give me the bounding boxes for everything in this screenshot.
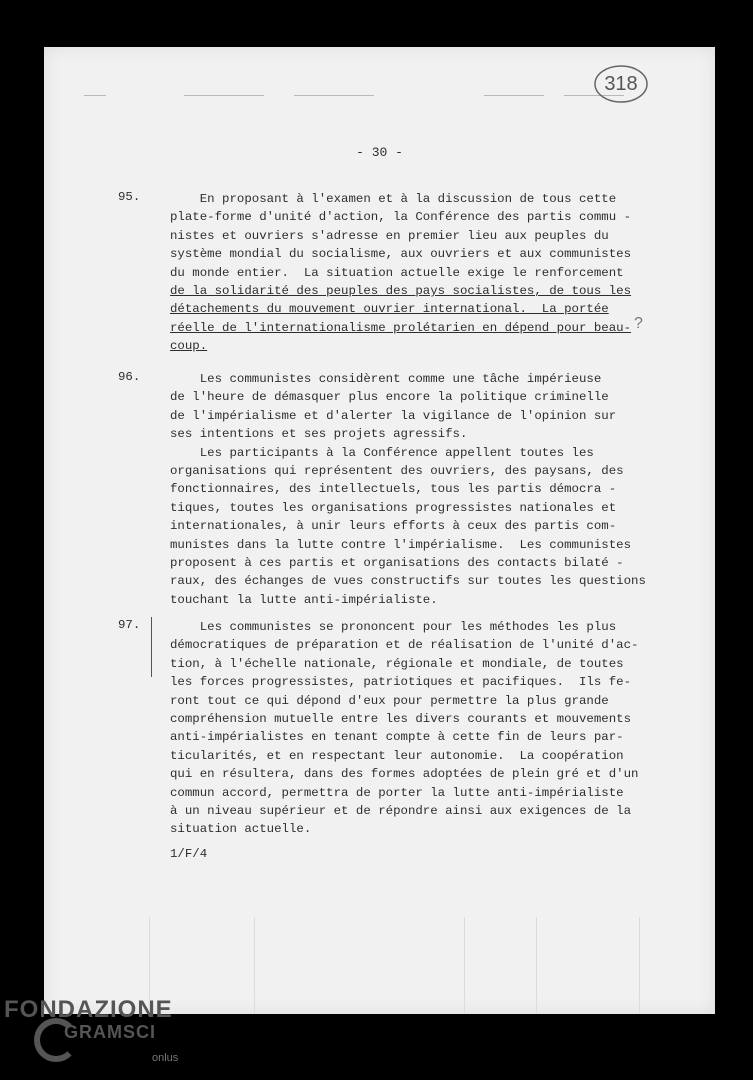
section-95-text bbox=[170, 190, 631, 356]
paragraph-line: Les participants à la Conférence appellent toutes les bbox=[170, 445, 594, 460]
document-reference: 1/F/4 bbox=[170, 847, 208, 861]
paragraph-line: En proposant à l'examen et à la discussion de tous cette bbox=[170, 192, 617, 206]
paragraph-line: système mondial du socialisme, aux ouvriers et aux communistes bbox=[170, 247, 632, 262]
paragraph-line-underlined: détachements du mouvement ouvrier international. La portée bbox=[170, 302, 609, 317]
paragraph-line: ticularités, et en respectant leur autonomie. La coopération bbox=[170, 748, 624, 763]
watermark-line1: FONDAZIONE bbox=[4, 996, 173, 1023]
paragraph-line: proposent à ces partis et organisations des contacts bilaté - bbox=[170, 556, 624, 571]
paper-fold-line bbox=[464, 917, 465, 1014]
section-97-text bbox=[170, 618, 638, 839]
paragraph-line: tiques, toutes les organisations progressistes nationales et bbox=[170, 500, 617, 515]
paragraph-line: Les communistes se prononcent pour les méthodes les plus bbox=[170, 620, 617, 634]
watermark-line3: onlus bbox=[152, 1052, 179, 1064]
paragraph-line: nistes et ouvriers s'adresse en premier lieu aux peuples du bbox=[170, 228, 609, 243]
paragraph-line: compréhension mutuelle entre les divers courants et mouvements bbox=[170, 712, 632, 727]
paragraph-line: de l'impérialisme et d'alerter la vigilance de l'opinion sur bbox=[170, 408, 617, 423]
paragraph-line: du monde entier. La situation actuelle exige le renforcement bbox=[170, 265, 624, 280]
paper-fold-line bbox=[639, 917, 640, 1014]
paragraph-line: qui en résultera, dans des formes adoptées de plein gré et d'un bbox=[170, 767, 639, 782]
margin-vertical-mark bbox=[151, 617, 152, 677]
paragraph-line: démocratiques de préparation et de réalisation de l'unité d'ac- bbox=[170, 638, 639, 653]
paper-fold-line bbox=[254, 917, 255, 1014]
top-edge-marks bbox=[84, 85, 674, 105]
fondazione-gramsci-watermark bbox=[4, 996, 179, 1064]
paragraph-line: situation actuelle. bbox=[170, 822, 312, 837]
paragraph-line: de l'heure de démasquer plus encore la politique criminelle bbox=[170, 390, 609, 405]
section-number-95: 95. bbox=[118, 190, 141, 204]
section-96-text bbox=[170, 370, 646, 609]
page-number: - 30 - bbox=[356, 145, 403, 160]
archive-number: 318 bbox=[604, 73, 638, 95]
document-page bbox=[44, 47, 715, 1014]
paragraph-line: internationales, à unir leurs efforts à ceux des partis com- bbox=[170, 519, 617, 534]
paragraph-line: plate-forme d'unité d'action, la Conférence des partis commu - bbox=[170, 210, 632, 225]
paragraph-line-underlined: coup. bbox=[170, 339, 208, 354]
paragraph-line: commun accord, permettra de porter la lutte anti-impérialiste bbox=[170, 785, 624, 800]
paragraph-line: à un niveau supérieur et de répondre ainsi aux exigences de la bbox=[170, 804, 632, 819]
paragraph-line: organisations qui représentent des ouvriers, des paysans, des bbox=[170, 464, 624, 479]
paragraph-line: Les communistes considèrent comme une tâche impérieuse bbox=[170, 372, 602, 386]
paragraph-line: raux, des échanges de vues constructifs sur toutes les questions bbox=[170, 574, 646, 589]
paragraph-line-underlined: réelle de l'internationalisme prolétarien en dépend pour beau- bbox=[170, 320, 632, 335]
paragraph-line-underlined: de la solidarité des peuples des pays socialistes, de tous les bbox=[170, 284, 632, 299]
paragraph-line: les forces progressistes, patriotiques et pacifiques. Ils fe- bbox=[170, 675, 632, 690]
paragraph-line: anti-impérialistes en tenant compte à cette fin de leurs par- bbox=[170, 730, 624, 745]
paragraph-line: ses intentions et ses projets agressifs. bbox=[170, 427, 468, 442]
margin-question-mark: ? bbox=[634, 315, 643, 332]
paragraph-line: munistes dans la lutte contre l'impérialisme. Les communistes bbox=[170, 537, 632, 552]
section-number-96: 96. bbox=[118, 370, 141, 384]
paragraph-line: tion, à l'échelle nationale, régionale et mondiale, de toutes bbox=[170, 656, 624, 671]
paper-fold-line bbox=[536, 917, 537, 1014]
watermark-line2: GRAMSCI bbox=[64, 1022, 156, 1042]
paragraph-line: fonctionnaires, des intellectuels, tous les partis démocra - bbox=[170, 482, 617, 497]
paragraph-line: ront tout ce qui dépond d'eux pour permettre la plus grande bbox=[170, 693, 609, 708]
paragraph-line: touchant la lutte anti-impérialiste. bbox=[170, 592, 438, 607]
section-number-97: 97. bbox=[118, 618, 141, 632]
